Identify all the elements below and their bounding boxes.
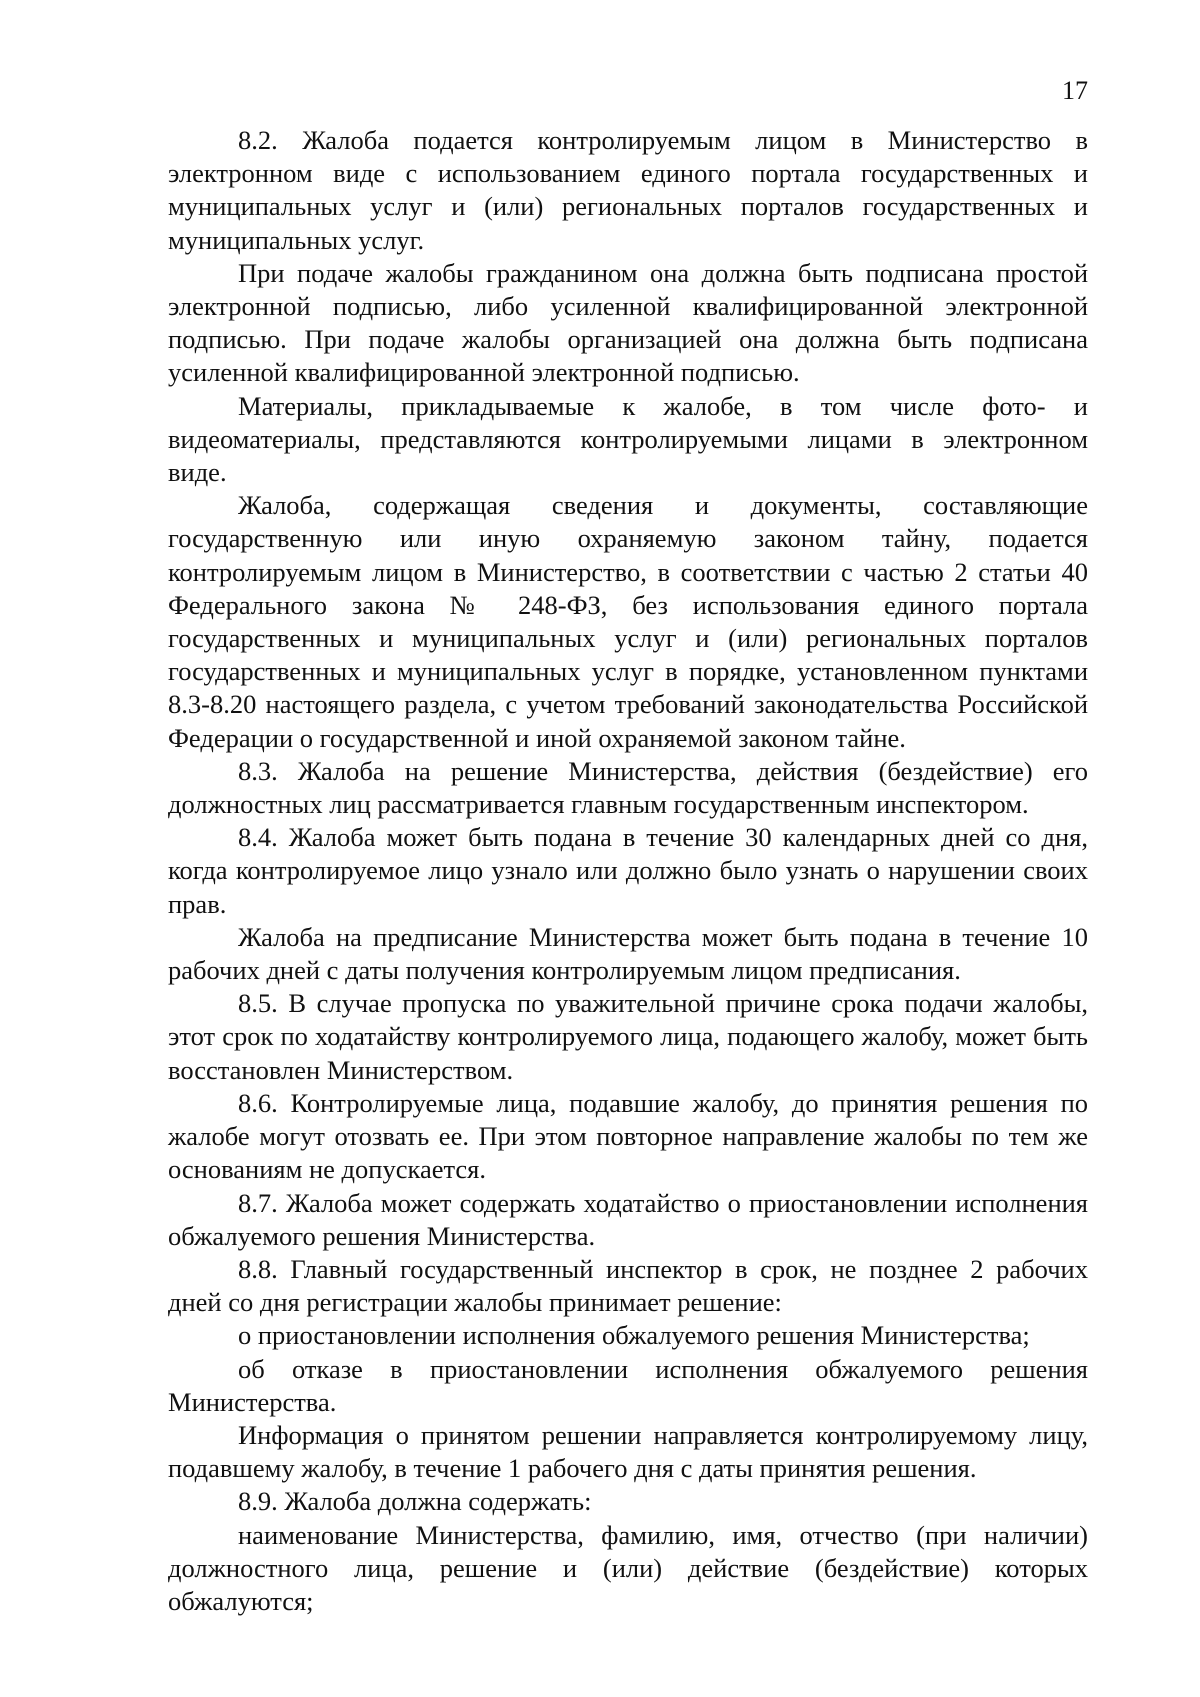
paragraph-8-4: 8.4. Жалоба может быть подана в течение 30 календарных дней со дня, когда контролируемое лицо узнало или должно было узнать о нарушении своих прав. (168, 822, 1088, 919)
paragraph-complaint-contents: наименование Министерства, фамилию, имя, отчество (при наличии) должностного лица, решение и (или) действие (бездействие) которых обжалуются; (168, 1519, 1088, 1616)
paragraph-signature-requirements: При подаче жалобы гражданином она должна быть подписана простой электронной подписью, либо усиленной квалифицированной электронной подписью. При подаче жалобы организацией она должна быть подписана усиленной квалифицированной электронной подписью. (168, 257, 1088, 388)
paragraph-suspension: о приостановлении исполнения обжалуемого решения Министерства; (238, 1320, 1030, 1351)
paragraph-prescription-appeal: Жалоба на предписание Министерства может быть подана в течение 10 рабочих дней с даты получения контролируемым лицом предписания. (168, 921, 1088, 986)
paragraph-8-3: 8.3. Жалоба на решение Министерства, действия (бездействие) его должностных лиц рассматривается главным государственным инспектором. (168, 755, 1088, 820)
paragraph-refusal: об отказе в приостановлении исполнения обжалуемого решения Министерства. (168, 1353, 1088, 1417)
page-number: 17 (1062, 76, 1088, 105)
paragraph-8-6: 8.6. Контролируемые лица, подавшие жалобу, до принятия решения по жалобе могут отозвать ее. При этом повторное направление жалобы по тем же основаниям не допускается. (168, 1087, 1088, 1185)
paragraph-state-secret: Жалоба, содержащая сведения и документы, составляющие государственную или иную охраняемую законом тайну, подается контролируемым лицом в Министерство, в соответствии с частью 2 статьи 40 Федерального закона № 248-ФЗ, без использования единого портала государственных и муниципальных услуг и (или) региональных порталов государственных и муниципальных услуг в порядке, установленном пунктами 8.3-8.20 настоящего раздела, с учетом требований законодательства Российской Федерации о государственной и иной охраняемой законом тайне. (168, 490, 1088, 753)
paragraph-materials: Материалы, прикладываемые к жалобе, в том числе фото- и видеоматериалы, представляются контролируемыми лицами в электронном виде. (168, 390, 1088, 488)
paragraph-8-5: 8.5. В случае пропуска по уважительной причине срока подачи жалобы, этот срок по ходатайству контролируемого лица, подающего жалобу, может быть восстановлен Министерством. (168, 988, 1088, 1085)
document-body (168, 124, 1088, 1618)
paragraph-8-2: 8.2. Жалоба подается контролируемым лицом в Министерство в электронном виде с использованием единого портала государственных и муниципальных услуг и (или) региональных порталов государственных и муниципальных услуг. (168, 125, 1088, 255)
paragraph-8-9: 8.9. Жалоба должна содержать: (238, 1486, 592, 1517)
paragraph-8-7: 8.7. Жалоба может содержать ходатайство о приостановлении исполнения обжалуемого решения Министерства. (168, 1187, 1088, 1251)
paragraph-8-8: 8.8. Главный государственный инспектор в срок, не позднее 2 рабочих дней со дня регистрации жалобы принимает решение: (168, 1253, 1088, 1318)
paragraph-decision-notice: Информация о принятом решении направляется контролируемому лицу, подавшему жалобу, в течение 1 рабочего дня с даты принятия решения. (168, 1419, 1088, 1484)
